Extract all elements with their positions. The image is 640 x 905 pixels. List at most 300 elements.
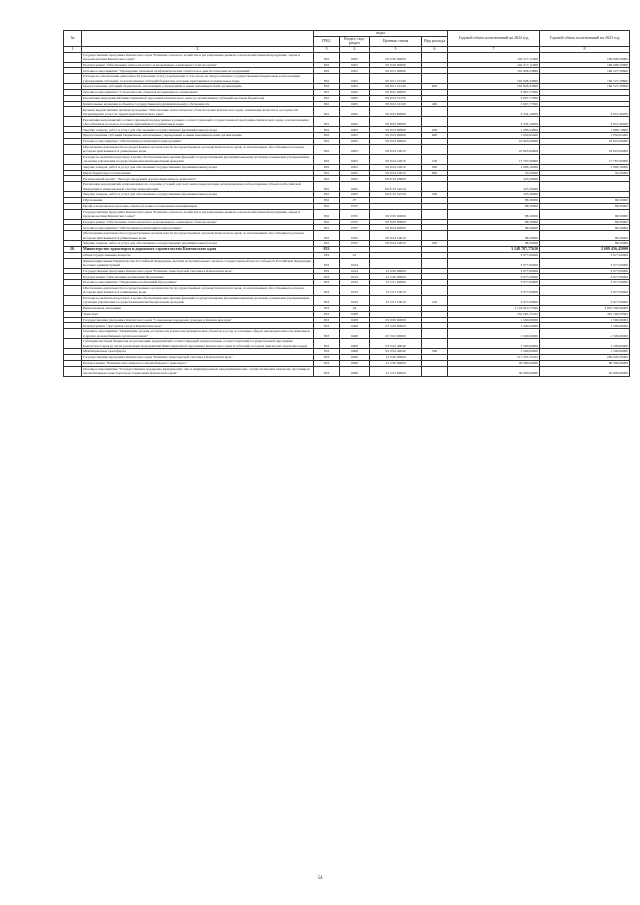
row-grbs: 832 xyxy=(314,52,340,62)
row-number xyxy=(64,339,82,349)
row-section: 0408 xyxy=(340,366,370,376)
row-section: 0405 xyxy=(340,154,370,164)
row-section: 0104 xyxy=(340,274,370,280)
row-target: 09 8 Т2 52510 xyxy=(370,192,422,198)
row-section: 0405 xyxy=(340,144,370,154)
row-amount-2023: 3 609 456,45000 xyxy=(540,246,630,252)
row-section: 0408 xyxy=(340,323,370,329)
row-amount-2023: 307 166,33365 xyxy=(540,311,630,317)
row-amount-2022: 165 828,33890 xyxy=(448,68,540,74)
row-name: Основное мероприятие "Обеспечение реализации подпрограммы" xyxy=(82,225,314,231)
row-amount-2022: 1 500,00000 xyxy=(448,317,540,323)
row-grbs: 833 xyxy=(314,246,340,252)
table-row xyxy=(64,154,630,164)
row-section: 0405 xyxy=(340,192,370,198)
colnum: 7 xyxy=(448,46,540,52)
row-amount-2022: 88,50000 xyxy=(448,241,540,247)
row-amount-2023 xyxy=(540,182,630,192)
row-amount-2022: 3 907,77000 xyxy=(448,95,540,101)
row-exp xyxy=(422,231,448,241)
row-name: Закупка товаров, работ и услуг для обеспечения государственных (муниципальных) нужд xyxy=(82,192,314,198)
row-amount-2023: 1 500,00000 xyxy=(540,323,630,329)
row-target: 03 3 02 40040 xyxy=(370,339,422,349)
row-grbs: 833 xyxy=(314,280,340,286)
row-amount-2023: 18 823,60000 xyxy=(540,138,630,144)
row-section: 0405 xyxy=(340,89,370,95)
row-section: 0705 xyxy=(340,241,370,247)
row-target: 09 8 03 09990 xyxy=(370,133,422,139)
row-name: Подпрограмма "Обеспечение реализации Программы" xyxy=(82,274,314,280)
row-name: Предоставление субсидий бюджетным, автономным учреждениям и иным некоммерческим организациям xyxy=(82,84,314,90)
row-section: 0405 xyxy=(340,74,370,84)
row-grbs: 833 xyxy=(314,339,340,349)
header-target: Целевая статья xyxy=(370,36,422,46)
row-number xyxy=(64,182,82,192)
row-section: 0405 xyxy=(340,133,370,139)
table-row xyxy=(64,117,630,127)
row-amount-2022: 30 000,00000 xyxy=(448,366,540,376)
row-amount-2023: 3 977,00000 xyxy=(540,274,630,280)
row-number xyxy=(64,231,82,241)
table-row xyxy=(64,182,630,192)
row-amount-2022: 3 334,10200 xyxy=(448,117,540,127)
row-amount-2022: 88,50000 xyxy=(448,225,540,231)
row-amount-2023: 88,50000 xyxy=(540,209,630,219)
table-row xyxy=(64,339,630,349)
row-grbs: 832 xyxy=(314,84,340,90)
row-amount-2023: 88,50000 xyxy=(540,219,630,225)
row-amount-2023: 3 977,00000 xyxy=(540,252,630,258)
row-amount-2022: 3 977,00000 xyxy=(448,280,540,286)
colnum: 4 xyxy=(340,46,370,52)
row-section: 0405 xyxy=(340,182,370,192)
header-name xyxy=(82,31,314,47)
row-exp: 100 xyxy=(422,154,448,164)
row-amount-2023: 88,50000 xyxy=(540,225,630,231)
row-section: 0408 xyxy=(340,317,370,323)
row-exp xyxy=(422,209,448,219)
row-name: Государственная программа Камчатского края "Развитие сельского хозяйства и регулирование рынков сельскохозяйственной продукции, сырья и продовольствия Камчатского края" xyxy=(82,209,314,219)
row-amount-2022: 3 907,77000 xyxy=(448,101,540,107)
row-name: Закупка товаров, работ и услуг для обеспечения государственных (муниципальных) нужд xyxy=(82,127,314,133)
colnum: 2 xyxy=(82,46,314,52)
header-num: № xyxy=(64,31,82,47)
row-grbs: 833 xyxy=(314,354,340,360)
row-section: 0104 xyxy=(340,285,370,295)
row-amount-2022: 192 217,11000 xyxy=(448,52,540,62)
row-amount-2022: 323,30000 xyxy=(448,192,540,198)
row-section: 04 xyxy=(340,305,370,311)
row-target: 09 8 02 10130 xyxy=(370,95,422,101)
table-row xyxy=(64,285,630,295)
row-section: 0408 xyxy=(340,329,370,339)
row-name: Основное мероприятие "Повышение уровня доступности и качества приоритетных объектов и услуг в основных сферах жизнедеятельности инвалидов и других маломобильных групп населения" xyxy=(82,329,314,339)
row-grbs: 832 xyxy=(314,138,340,144)
row-amount-2022: 1 500,00000 xyxy=(448,339,540,349)
row-section: 0408 xyxy=(340,354,370,360)
row-exp xyxy=(422,52,448,62)
row-target: 09 8 04 10010 xyxy=(370,164,422,170)
row-name: Реализация мероприятий, направленных на создание условий для получения аккредитации ветеринарными лабораториями субъектов Российской Федерации в национальной системе аккредитации xyxy=(82,182,314,192)
row-name: Государственная программа Камчатского края "Социальная поддержка граждан в Камчатском крае" xyxy=(82,317,314,323)
row-amount-2023: 1 500,00000 xyxy=(540,317,630,323)
row-amount-2022: 88,50000 xyxy=(448,219,540,225)
row-amount-2023: 50 000,00000 xyxy=(540,366,630,376)
row-amount-2022: 165 828,33890 xyxy=(448,74,540,84)
row-amount-2023: 3 657,40200 xyxy=(540,107,630,117)
header-exp: Вид расхода xyxy=(422,36,448,46)
row-grbs: 832 xyxy=(314,68,340,74)
row-grbs: 833 xyxy=(314,305,340,311)
row-amount-2022: 46 300,00000 xyxy=(448,360,540,366)
table-row xyxy=(64,231,630,241)
row-target: 12 5 01 10010 xyxy=(370,295,422,305)
row-amount-2022: 3 977,00000 xyxy=(448,268,540,274)
row-amount-2022: 18 823,60000 xyxy=(448,138,540,144)
row-name: Основное мероприятие "Обеспечение реализации подпрограммы" xyxy=(82,138,314,144)
row-target: 09 8 04 10010 xyxy=(370,231,422,241)
row-amount-2023: 86 300,00000 xyxy=(540,360,630,366)
row-name: Закупка товаров, работ и услуг для обеспечения государственных (муниципальных) нужд xyxy=(82,164,314,170)
row-target: 09 8 01 00000 xyxy=(370,68,422,74)
row-target: 09 0 00 00000 xyxy=(370,52,422,62)
row-grbs: 832 xyxy=(314,117,340,127)
row-amount-2023: 1 006,10000 xyxy=(540,164,630,170)
row-amount-2022: 50,50000 xyxy=(448,170,540,176)
row-name: Основное мероприятие "Управление реализацией Программы" xyxy=(82,280,314,286)
row-target: 12 0 00 00000 xyxy=(370,354,422,360)
row-section: 0405 xyxy=(340,84,370,90)
row-exp xyxy=(422,366,448,376)
row-grbs: 832 xyxy=(314,101,340,107)
row-amount-2023: 189 008,59000 xyxy=(540,62,630,68)
row-exp: 100 xyxy=(422,295,448,305)
row-section: 0408 xyxy=(340,349,370,355)
row-name: Государственная программа Камчатского края "Развитие транспортной системы в Камчатском крае" xyxy=(82,268,314,274)
row-amount-2023: 166 527,58800 xyxy=(540,68,630,74)
row-exp: 200 xyxy=(422,241,448,247)
row-amount-2022: 217 201,55165 xyxy=(448,354,540,360)
row-name: Подпрограмма "Обеспечение эпизоотического и ветеринарно-санитарного благополучия" xyxy=(82,62,314,68)
row-section: 0405 xyxy=(340,62,370,68)
row-amount-2023: 3 977,00000 xyxy=(540,258,630,268)
row-amount-2023: 3 977,00000 xyxy=(540,268,630,274)
row-name: Расходы на выплаты персоналу в целях обеспечения выполнения функций государственными (муниципальными) органами, казенными учреждениями, органами управления государственными внебюджетными фондами xyxy=(82,154,314,164)
row-target: 09 8 04 10010 xyxy=(370,241,422,247)
row-target: 09 8 02 00000 xyxy=(370,89,422,95)
row-name: Транспорт xyxy=(82,311,314,317)
row-amount-2023: 88,50000 xyxy=(540,231,630,241)
row-number xyxy=(64,285,82,295)
row-section: 0705 xyxy=(340,219,370,225)
row-amount-2023: 3 605 509,60000 xyxy=(540,305,630,311)
row-number xyxy=(64,329,82,339)
row-grbs: 832 xyxy=(314,192,340,198)
row-target: 09 8 Т2 52510 xyxy=(370,182,422,192)
row-amount-2022: 3 334,10200 xyxy=(448,107,540,117)
row-amount-2023: 3 657,40200 xyxy=(540,117,630,127)
row-grbs: 832 xyxy=(314,74,340,84)
row-amount-2023: 88,50000 xyxy=(540,203,630,209)
row-exp xyxy=(422,285,448,295)
row-section: 0405 xyxy=(340,68,370,74)
row-amount-2023: 269 020,33365 xyxy=(540,354,630,360)
row-grbs: 832 xyxy=(314,154,340,164)
row-amount-2023: 1 850,65400 xyxy=(540,133,630,139)
row-amount-2023: 88,50000 xyxy=(540,241,630,247)
row-target: 12 5 01 10010 xyxy=(370,285,422,295)
row-amount-2023: 50,50000 xyxy=(540,170,630,176)
table-row xyxy=(64,74,630,84)
row-amount-2023: 189 008,59000 xyxy=(540,52,630,62)
row-section: 0405 xyxy=(340,52,370,62)
row-name: Обеспечение деятельности государственных органов власти (государственных органов) Камчатского края, за исключением обособленных расходов, которым присваиваются уникальные коды xyxy=(82,285,314,295)
row-name: Министерство транспорта и дорожного строительства Камчатского края xyxy=(82,246,314,252)
row-grbs: 833 xyxy=(314,295,340,305)
row-amount-2023: 18 823,60000 xyxy=(540,144,630,154)
table-row xyxy=(64,52,630,62)
row-number xyxy=(64,209,82,219)
row-target: 03 0 00 00000 xyxy=(370,317,422,323)
row-amount-2022: 323,30000 xyxy=(448,176,540,182)
table-row xyxy=(64,295,630,305)
row-grbs: 832 xyxy=(314,170,340,176)
row-section: 0408 xyxy=(340,339,370,349)
header-grbs: ГРБС xyxy=(314,36,340,46)
row-amount-2022: 3 144 810,77620 xyxy=(448,305,540,311)
row-number xyxy=(64,154,82,164)
row-name: Капитальные вложения в объекты государственной (муниципальной) собственности xyxy=(82,101,314,107)
row-section: 0705 xyxy=(340,225,370,231)
row-target: 09 8 04 10010 xyxy=(370,154,422,164)
row-name: Краевая ведомственная целевая программа "Обеспечение эпизоотического благополучия Камчатского края, повышение качества и доступности ветеринарных услуг на территории Камчатского края" xyxy=(82,107,314,117)
row-exp: 400 xyxy=(422,101,448,107)
row-section: 01 xyxy=(340,252,370,258)
row-name: Расходы на обеспечение деятельности (оказание услуг) учреждений, в том числе на предоставление государственным бюджетным и автономным учреждениям субсидий, за исключением субсидий бюджетам, которым присваиваются уникальные коды xyxy=(82,74,314,84)
colnum: 5 xyxy=(370,46,422,52)
row-target: 12 2 00 00000 xyxy=(370,360,422,366)
row-target: 09 8 03 00000 xyxy=(370,107,422,117)
row-exp: 600 xyxy=(422,133,448,139)
row-amount-2022: 88,50000 xyxy=(448,231,540,241)
row-amount-2023: 1 806,74800 xyxy=(540,127,630,133)
row-target: 09 8 02 10130 xyxy=(370,101,422,107)
row-number xyxy=(64,74,82,84)
row-name: Субсидии местным бюджетам на реализацию мероприятий соответствующей подпрограммы соответствующей государственной программы Камчатского края (в части реализации мероприятий Инвестиционной программы Камчатского края и субсидий, которым присвоены отдельные коды) xyxy=(82,339,314,349)
row-number xyxy=(64,366,82,376)
row-grbs: 833 xyxy=(314,311,340,317)
row-amount-2022: 3 977,00000 xyxy=(448,252,540,258)
row-name: Основное мероприятие "Государственная поддержка юридических лиц и индивидуальных предпринимателей, осуществляющих перевозку пассажиров автомобильным транспортом на территории Камчатского края" xyxy=(82,366,314,376)
header-codes: коды xyxy=(314,31,448,37)
row-exp xyxy=(422,182,448,192)
table-row xyxy=(64,107,630,117)
row-exp xyxy=(422,144,448,154)
row-amount-2022: 1 500,00000 xyxy=(448,329,540,339)
row-grbs: 832 xyxy=(314,127,340,133)
row-section: 0104 xyxy=(340,268,370,274)
row-name: Образование xyxy=(82,197,314,203)
row-exp xyxy=(422,329,448,339)
row-name: Региональный проект "Экспорт продукции агропромышленного комплекса" xyxy=(82,176,314,182)
table-row xyxy=(64,209,630,219)
row-number xyxy=(64,52,82,62)
colnum: 8 xyxy=(540,46,630,52)
row-grbs: 832 xyxy=(314,107,340,117)
row-amount-2023: 3 977,00000 xyxy=(540,280,630,286)
colnum: 3 xyxy=(314,46,340,52)
row-grbs: 832 xyxy=(314,203,340,209)
row-exp: 500 xyxy=(422,349,448,355)
row-amount-2022: 3 977,00000 xyxy=(448,285,540,295)
row-section: 0705 xyxy=(340,203,370,209)
row-number xyxy=(64,144,82,154)
row-target: 09 0 00 00000 xyxy=(370,209,422,219)
row-name: Функционирование Правительства Российской Федерации, высших исполнительных органов государственной власти субъектов Российской Федерации, местных администраций xyxy=(82,258,314,268)
row-amount-2022: 3 977,00000 xyxy=(448,258,540,268)
row-number xyxy=(64,295,82,305)
colnum: 1 xyxy=(64,46,82,52)
row-name: Реализация мероприятий Инвестиционной программы Камчатского края (за исключением субсидий местным бюджетам) xyxy=(82,95,314,101)
row-exp: 600 xyxy=(422,84,448,90)
row-grbs: 832 xyxy=(314,209,340,219)
row-target: 12 5 01 00000 xyxy=(370,280,422,286)
row-target: 09 8 04 00000 xyxy=(370,138,422,144)
row-amount-2022: 88,50000 xyxy=(448,197,540,203)
row-amount-2022: 88,50000 xyxy=(448,203,540,209)
row-grbs: 833 xyxy=(314,258,340,268)
row-amount-2022: 17 767,00000 xyxy=(448,154,540,164)
row-amount-2022: 1 483,44800 xyxy=(448,127,540,133)
row-grbs: 832 xyxy=(314,164,340,170)
row-grbs: 832 xyxy=(314,241,340,247)
row-target: 03 3 00 00000 xyxy=(370,323,422,329)
row-grbs: 833 xyxy=(314,285,340,295)
row-target: 09 8 Т2 00000 xyxy=(370,176,422,182)
row-target: 12 0 00 00000 xyxy=(370,268,422,274)
row-section: 0405 xyxy=(340,176,370,182)
row-grbs: 832 xyxy=(314,144,340,154)
row-grbs: 832 xyxy=(314,219,340,225)
table-row xyxy=(64,366,630,376)
row-target: 12 2 01 00000 xyxy=(370,366,422,376)
row-grbs: 832 xyxy=(314,176,340,182)
row-section: 0408 xyxy=(340,311,370,317)
row-exp xyxy=(422,74,448,84)
row-name: Межбюджетные трансферты xyxy=(82,349,314,355)
row-grbs: 833 xyxy=(314,317,340,323)
row-amount-2022: 3 977,00000 xyxy=(448,274,540,280)
row-amount-2023: 166 527,58800 xyxy=(540,74,630,84)
row-target: 09 8 03 09990 xyxy=(370,117,422,127)
row-exp: 200 xyxy=(422,164,448,170)
table-row xyxy=(64,258,630,268)
row-amount-2022: 1 500,00000 xyxy=(448,323,540,329)
row-target: 03 3 02 40040 xyxy=(370,349,422,355)
row-grbs: 832 xyxy=(314,62,340,68)
row-target: 09 8 04 10010 xyxy=(370,144,422,154)
row-amount-2022: 18 823,60000 xyxy=(448,144,540,154)
row-exp xyxy=(422,117,448,127)
row-name: Реализация мероприятий соответствующей подпрограммы в рамках соответствующей государственной программы Камчатского края, за исключением обособленных расходов, которым присваиваются уникальные коды xyxy=(82,117,314,127)
row-amount-2022: 323,30000 xyxy=(448,182,540,192)
row-amount-2022: 1 850,65400 xyxy=(448,133,540,139)
row-name: Общегосударственные вопросы xyxy=(82,252,314,258)
row-amount-2022: 1 500,00000 xyxy=(448,349,540,355)
header-2022: Годовой объем ассигнований на 2022 год xyxy=(448,31,540,47)
row-grbs: 832 xyxy=(314,197,340,203)
row-grbs: 832 xyxy=(314,231,340,241)
row-section: 0405 xyxy=(340,117,370,127)
row-target: 09 8 04 00000 xyxy=(370,225,422,231)
row-grbs: 832 xyxy=(314,225,340,231)
row-amount-2023: 88,50000 xyxy=(540,197,630,203)
row-target: 09 8 01 10140 xyxy=(370,84,422,90)
row-section: 07 xyxy=(340,197,370,203)
row-name: Обеспечение деятельности государственных органов власти (государственных органов) Камчатского края, за исключением обособленных расходов, которым присваиваются уникальные коды xyxy=(82,144,314,154)
row-name: Иные бюджетные ассигнования xyxy=(82,170,314,176)
row-exp xyxy=(422,339,448,349)
row-grbs: 833 xyxy=(314,274,340,280)
row-name: Национальная экономика xyxy=(82,305,314,311)
row-name: Обеспечение деятельности государственных органов власти (государственных органов) Камчатского края, за исключением обособленных расходов, которым присваиваются уникальные коды xyxy=(82,231,314,241)
row-section: 0104 xyxy=(340,258,370,268)
row-grbs: 833 xyxy=(314,349,340,355)
row-name: Расходы на выплаты персоналу в целях обеспечения выполнения функций государственными (муниципальными) органами, казенными учреждениями, органами управления государственными внебюджетными фондами xyxy=(82,295,314,305)
row-amount-2023: 1 500,00000 xyxy=(540,329,630,339)
row-grbs: 832 xyxy=(314,95,340,101)
colnum: 6 xyxy=(422,46,448,52)
row-target: 09 8 01 10140 xyxy=(370,74,422,84)
header-section: Раздел, под-раздел xyxy=(340,36,370,46)
row-section: 0104 xyxy=(340,280,370,286)
row-amount-2022: 88,50000 xyxy=(448,209,540,219)
row-section: 0405 xyxy=(340,138,370,144)
row-exp: 200 xyxy=(422,127,448,133)
row-section: 0705 xyxy=(340,231,370,241)
row-number xyxy=(64,117,82,127)
row-name: Подпрограмма "Развитие пассажирского автомобильного транспорта" xyxy=(82,360,314,366)
row-amount-2023: 3 977,00000 xyxy=(540,295,630,305)
row-amount-2023: 166 527,58800 xyxy=(540,84,630,90)
row-section: 0405 xyxy=(340,170,370,176)
row-amount-2023: 3 977,00000 xyxy=(540,285,630,295)
row-section: 0104 xyxy=(340,295,370,305)
row-name: Основное мероприятие "Строительство объектов ветеринарного назначения" xyxy=(82,89,314,95)
row-grbs: 833 xyxy=(314,323,340,329)
row-number: 20. xyxy=(64,246,82,252)
row-amount-2022: 3 977,00000 xyxy=(448,295,540,305)
row-grbs: 833 xyxy=(314,366,340,376)
row-amount-2022: 192 217,11000 xyxy=(448,62,540,68)
row-name: Закупка товаров, работ и услуг для обеспечения государственных (муниципальных) нужд xyxy=(82,241,314,247)
row-target: 09 8 03 09990 xyxy=(370,127,422,133)
row-name: Подпрограмма "Доступная среда в Камчатском крае" xyxy=(82,323,314,329)
row-number xyxy=(64,107,82,117)
row-amount-2023: 17 767,00000 xyxy=(540,154,630,164)
row-target: 03 3 02 00000 xyxy=(370,329,422,339)
row-section: 0405 xyxy=(340,127,370,133)
row-amount-2023: 1 500,00000 xyxy=(540,349,630,355)
row-target: 09 8 04 10010 xyxy=(370,170,422,176)
row-grbs: 832 xyxy=(314,89,340,95)
row-section: 0405 xyxy=(340,101,370,107)
table-row xyxy=(64,144,630,154)
row-name: Государственная программа Камчатского края "Развитие сельского хозяйства и регулирование рынков сельскохозяйственной продукции, сырья и продовольствия Камчатского края" xyxy=(82,52,314,62)
row-section: 0705 xyxy=(340,209,370,219)
row-amount-2022: 255 281,55165 xyxy=(448,311,540,317)
row-grbs: 832 xyxy=(314,182,340,192)
